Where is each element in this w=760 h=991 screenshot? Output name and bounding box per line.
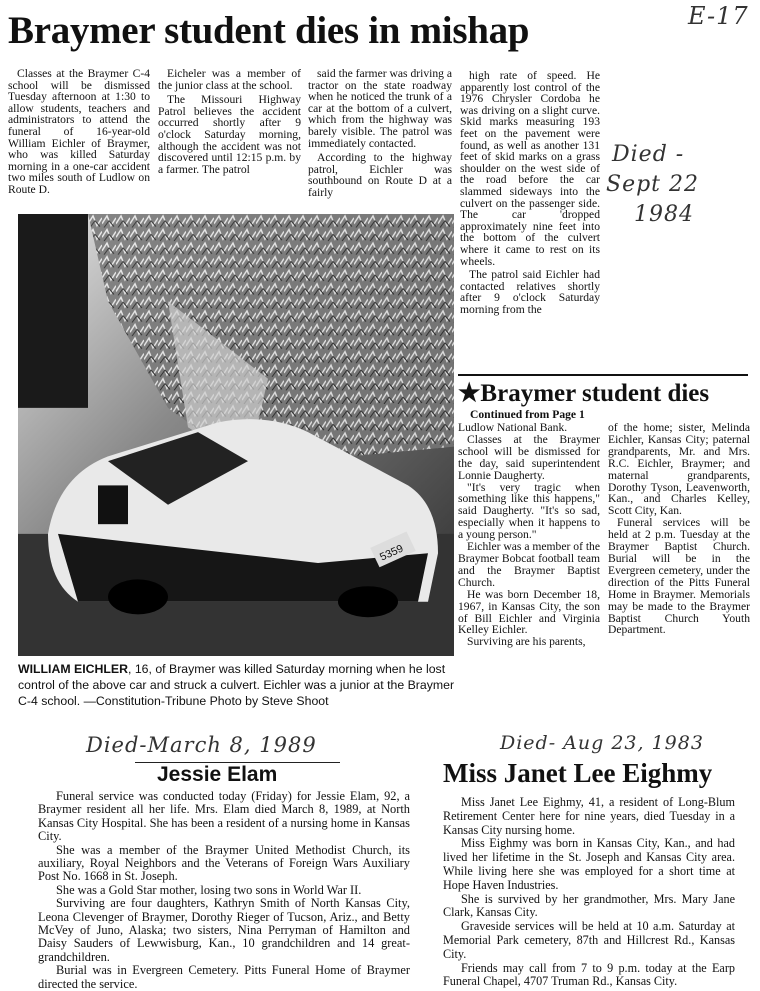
license-plate: 5359: [378, 542, 406, 564]
accident-photo: [18, 214, 454, 656]
caption-text: , 16, of Braymer was killed Saturday morning when he lost control of the above car and struck a culvert. Eichler was a junior at the Braymer C-4 school. —Constitution-Tribune Photo by Steve Shoot: [18, 662, 455, 708]
handwritten-death-date-eighmy: Died- Aug 23, 1983: [500, 732, 704, 754]
paragraph: said the farmer was driving a tractor on the state roadway when he noticed the trunk of a car at the bottom of a culvert, which from the highway was barely visible. The patrol was immediately contacted.: [308, 67, 452, 150]
main-headline: Braymer student dies in mishap: [8, 9, 530, 52]
caption-name: WILLIAM EICHLER: [18, 662, 128, 676]
obituary-title-elam: Jessie Elam: [157, 763, 278, 786]
paragraph: Funeral services will be held at 2 p.m. Tuesday at the Braymer Baptist Church. Burial will be in the Evergreen cemetery, under the direction of the Pitts Funeral Home in Braymer. Memorials may be made to the Braymer Baptist Church Youth Department.: [608, 516, 750, 637]
paragraph: Classes at the Braymer school will be dismissed for the day, said superintendent Lonnie Daugherty.: [458, 432, 600, 482]
paragraph: She was a member of the Braymer United Methodist Church, its auxiliary, Royal Neighbors and the Veterans of Foreign Wars Auxiliary Post No. 1668 in St. Joseph.: [38, 842, 410, 884]
paragraph: Eichler was a member of the Braymer Bobcat football team and the Braymer Baptist Church.: [458, 540, 600, 589]
article-column-1: [8, 68, 150, 196]
paragraph: Funeral service was conducted today (Friday) for Jessie Elam, 92, a Braymer resident all her life. Mrs. Elam died March 8, 1989, at North Kansas City Hospital. She has been a resident of a nursing home in Kansas City.: [38, 789, 410, 844]
paragraph: Surviving are four daughters, Kathryn Smith of North Kansas City, Leona Clevenger of Braymer, Dorothy Rieger of Tucson, Ariz., and Betty McVey of Juno, Alaska; two sisters, Nina Perryman of Hamilton and Daisy Sauders of Lewwisburg, Kan., 10 grandchildren and 14 great-grandchildren.: [38, 896, 410, 964]
paragraph: According to the highway patrol, Eichler was southbound on Route D at a fairly: [308, 151, 452, 199]
paragraph: Friends may call from 7 to 9 p.m. today at the Earp Funeral Chapel, 4707 Truman Rd., Kansas City.: [443, 960, 735, 989]
page-marker: E-17: [688, 2, 749, 30]
article-column-4: [460, 70, 600, 315]
paragraph: Surviving are his parents,: [467, 635, 586, 649]
paragraph: Classes at the Braymer C-4 school will be dismissed Tuesday afternoon at 1:30 to allow students, teachers and administrators to attend the funeral of 16-year-old William Eichler of Braymer, who was killed Saturday morning in a one-car accident two miles south of Ludlow on Route D.: [8, 67, 150, 196]
paragraph: He was born December 18, 1967, in Kansas City, the son of Bill Eichler and Virginia Kelley Eichler.: [458, 587, 600, 637]
article-column-2: [158, 68, 301, 175]
handwritten-death-date-elam: Died-March 8, 1989: [86, 733, 317, 757]
continued-from-label: Continued from Page 1: [470, 408, 585, 421]
paragraph: Burial was in Evergreen Cemetery. Pitts Funeral Home of Braymer directed the service.: [38, 963, 410, 991]
handwritten-line: 1984: [634, 202, 694, 227]
paragraph: of the home; sister, Melinda Eichler, Kansas City; paternal grandparents, Mr. and Mrs. R.C. Eichler, Braymer; and maternal grandparents, Dorothy Tyson, Leavenworth, Kan., and Charles Kelley, Scott City, Kan.: [608, 421, 750, 518]
paragraph: Graveside services will be held at 10 a.m. Saturday at Memorial Park cemetery, 87th and Hillcrest Rd., Kansas City.: [443, 919, 735, 961]
paragraph: Ludlow National Bank.: [458, 421, 568, 434]
paragraph: She was a Gold Star mother, losing two sons in World War II.: [56, 882, 362, 897]
obituary-body-eighmy: [443, 796, 735, 989]
continuation-headline: [458, 374, 748, 408]
photo-caption: [18, 661, 458, 709]
obituary-title-eighmy: Miss Janet Lee Eighmy: [443, 758, 713, 788]
paragraph: The Missouri Highway Patrol believes the accident occurred shortly after 9 o'clock Saturday morning, although the accident was not discovered until 12:15 p.m. by a farmer. The patrol: [158, 93, 301, 176]
paragraph: Eicheler was a member of the junior class at the school.: [158, 67, 301, 92]
article-column-3: [308, 68, 452, 199]
paragraph: Miss Eighmy was born in Kansas City, Kan., and had lived her lifetime in the St. Joseph and Kansas City area. While living here she was employed for a short time at Hope Haven Industries.: [443, 836, 735, 892]
star-icon: ★: [458, 380, 481, 407]
wrecked-car-image: [18, 214, 454, 656]
handwritten-death-date: [606, 140, 700, 230]
handwritten-line: Died -: [612, 142, 685, 167]
obituary-body-elam: [38, 790, 410, 991]
paragraph: Miss Janet Lee Eighmy, 41, a resident of Long-Blum Retirement Center here for nine years, died Tuesday in a Kansas City nursing home.: [443, 795, 735, 837]
paragraph: She is survived by her grandmother, Mrs. Mary Jane Clark, Kansas City.: [443, 891, 735, 920]
continuation-title: Braymer student dies: [480, 380, 710, 407]
paragraph: The patrol said Eichler had contacted relatives shortly after 9 o'clock Saturday morning from the: [460, 268, 600, 316]
handwritten-line: Sept 22: [606, 172, 700, 197]
continuation-column-a: [458, 422, 600, 648]
paragraph: "It's very tragic when something like this happens," said Daugherty. "It's so sad, especially when it happens to a young person.": [458, 480, 600, 542]
continuation-column-b: [608, 422, 750, 636]
paragraph: high rate of speed. He apparently lost control of the 1976 Chrysler Cordoba he was driving on a slight curve. Skid marks measuring 193 feet on the pavement were found, as well as another 131 feet of skid marks on a grass shoulder on the west side of the road before the car slammed sideways into the culvert on the passenger side. The car 'dropped approximately nine feet into the bottom of the culvert where it came to rest on its wheels.: [460, 69, 600, 268]
